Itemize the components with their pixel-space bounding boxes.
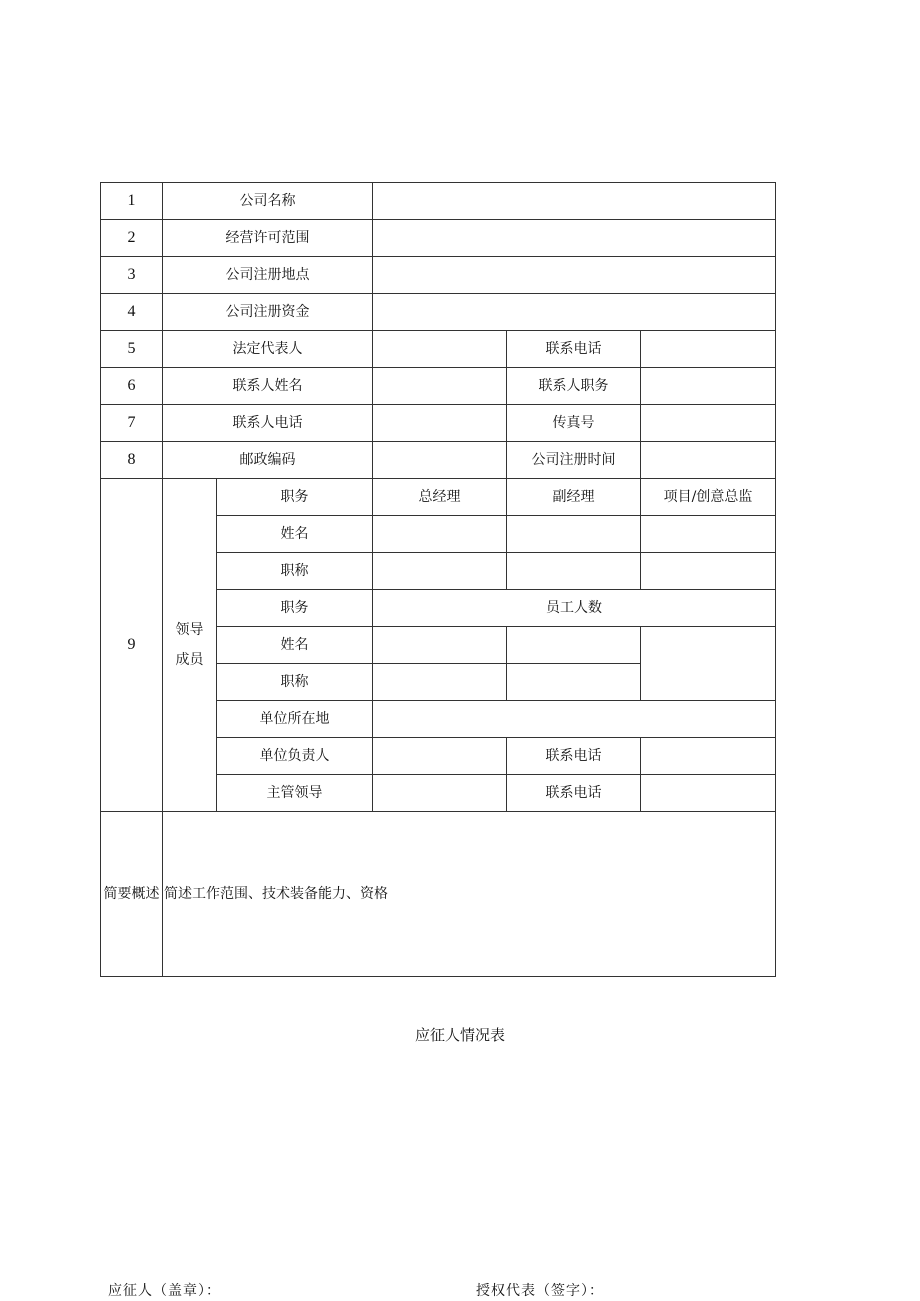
- extra-name-field-2[interactable]: [507, 627, 641, 664]
- project-director-title-field[interactable]: [641, 553, 776, 590]
- leadership-group-label: [163, 479, 217, 812]
- field-label-contact-telephone: 联系人电话: [163, 405, 373, 442]
- company-name-field[interactable]: [373, 183, 776, 220]
- table-row: [101, 257, 776, 294]
- general-manager-title-field[interactable]: [373, 553, 507, 590]
- field-label-registration-date: 公司注册时间: [507, 442, 641, 479]
- title-label-2: 职称: [217, 664, 373, 701]
- name-label: 姓名: [217, 516, 373, 553]
- leadership-group-label-line2: 成员: [175, 652, 204, 668]
- unit-location-label: 单位所在地: [217, 701, 373, 738]
- unit-head-phone-label: 联系电话: [507, 738, 641, 775]
- staff-count-label: 员工人数: [373, 590, 776, 627]
- title-label: 职称: [217, 553, 373, 590]
- extra-name-field-1[interactable]: [373, 627, 507, 664]
- page-title: 应征人情况表: [414, 1026, 505, 1044]
- unit-location-field[interactable]: [373, 701, 776, 738]
- row-number: 8: [101, 442, 163, 479]
- name-label-2: 姓名: [217, 627, 373, 664]
- table-row: [101, 442, 776, 479]
- field-label-contact-name: 联系人姓名: [163, 368, 373, 405]
- staff-count-field[interactable]: [641, 627, 776, 701]
- supervisor-phone-label: 联系电话: [507, 775, 641, 812]
- field-label-registered-address: 公司注册地点: [163, 257, 373, 294]
- applicant-info-table: [100, 182, 776, 977]
- field-label-contact-phone: 联系电话: [507, 331, 641, 368]
- authorized-signature-label: 授权代表（签字）：: [476, 1283, 604, 1299]
- postal-code-field[interactable]: [373, 442, 507, 479]
- row-number: 6: [101, 368, 163, 405]
- registration-date-field[interactable]: [641, 442, 776, 479]
- registered-address-field[interactable]: [373, 257, 776, 294]
- row-number: 2: [101, 220, 163, 257]
- business-scope-field[interactable]: [373, 220, 776, 257]
- position-col-general-manager: 总经理: [373, 479, 507, 516]
- table-row: [101, 368, 776, 405]
- row-number: 1: [101, 183, 163, 220]
- extra-title-field-1[interactable]: [373, 664, 507, 701]
- field-label-company-name: 公司名称: [163, 183, 373, 220]
- table-row: [101, 331, 776, 368]
- contact-name-field[interactable]: [373, 368, 507, 405]
- contact-position-field[interactable]: [641, 368, 776, 405]
- supervisor-phone-field[interactable]: [641, 775, 776, 812]
- field-label-registered-capital: 公司注册资金: [163, 294, 373, 331]
- unit-head-phone-field[interactable]: [641, 738, 776, 775]
- deputy-manager-name-field[interactable]: [507, 516, 641, 553]
- row-number: 7: [101, 405, 163, 442]
- contact-phone-field[interactable]: [641, 331, 776, 368]
- supervisor-field[interactable]: [373, 775, 507, 812]
- row-number: 4: [101, 294, 163, 331]
- table-row: [101, 183, 776, 220]
- deputy-manager-title-field[interactable]: [507, 553, 641, 590]
- field-label-legal-representative: 法定代表人: [163, 331, 373, 368]
- field-label-postal-code: 邮政编码: [163, 442, 373, 479]
- field-label-fax: 传真号: [507, 405, 641, 442]
- project-director-name-field[interactable]: [641, 516, 776, 553]
- extra-title-field-2[interactable]: [507, 664, 641, 701]
- summary-label: 简要概述: [101, 812, 163, 977]
- table-row: [101, 479, 776, 516]
- position-col-project-director: 项目/创意总监: [641, 479, 776, 516]
- position-label-2: 职务: [217, 590, 373, 627]
- table-row: [101, 405, 776, 442]
- unit-head-label: 单位负责人: [217, 738, 373, 775]
- contact-telephone-field[interactable]: [373, 405, 507, 442]
- position-col-deputy-manager: 副经理: [507, 479, 641, 516]
- position-label: 职务: [217, 479, 373, 516]
- registered-capital-field[interactable]: [373, 294, 776, 331]
- row-number: 5: [101, 331, 163, 368]
- table-row: [101, 812, 776, 977]
- legal-representative-field[interactable]: [373, 331, 507, 368]
- general-manager-name-field[interactable]: [373, 516, 507, 553]
- summary-field[interactable]: 简述工作范围、技术装备能力、资格: [163, 812, 776, 977]
- fax-field[interactable]: [641, 405, 776, 442]
- unit-head-field[interactable]: [373, 738, 507, 775]
- leadership-group-label-line1: 领导: [175, 622, 204, 638]
- table-row: [101, 294, 776, 331]
- applicant-seal-label: 应征人（盖章）：: [108, 1283, 221, 1299]
- row-number: 3: [101, 257, 163, 294]
- field-label-business-scope: 经营许可范围: [163, 220, 373, 257]
- row-number: 9: [101, 479, 163, 812]
- supervisor-label: 主管领导: [217, 775, 373, 812]
- field-label-contact-position: 联系人职务: [507, 368, 641, 405]
- table-row: [101, 220, 776, 257]
